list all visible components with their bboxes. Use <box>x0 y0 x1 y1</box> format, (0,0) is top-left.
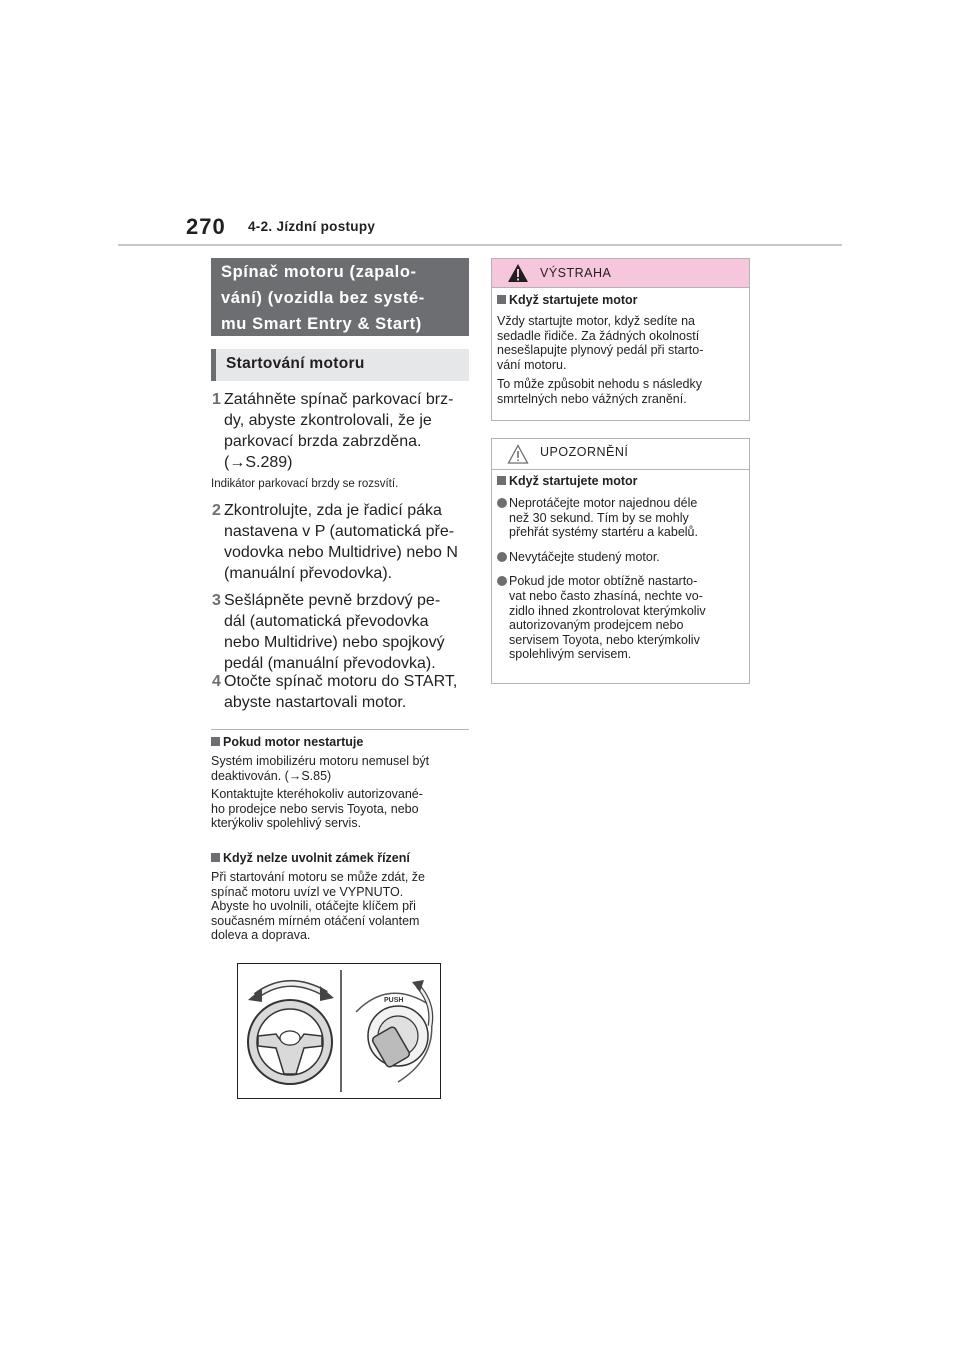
caution-bullet <box>497 496 741 540</box>
warning-body <box>497 293 741 407</box>
warning-paragraph: Vždy startujte motor, když sedíte na sedadle řidiče. Za žádných okolností nesešlapujte plynový pedál při starto- vání motoru. <box>497 314 704 372</box>
step-text: Sešlápněte pevně brzdový pe- dál (automatická převodovka nebo Multidrive) nebo spojkový pedál (manuální převodovka). <box>224 592 445 672</box>
step-2 <box>212 500 470 584</box>
info-heading <box>211 735 471 750</box>
caution-body <box>497 474 741 662</box>
info-paragraph: Při startování motoru se může zdát, že spínač motoru uvízl ve VYPNUTO. Abyste ho uvolnili, otáčejte klíčem při současném mírném otáčení volantem doleva a doprava. <box>211 870 425 943</box>
caution-triangle-icon <box>507 444 529 464</box>
step-note: Indikátor parkovací brzdy se rozsvítí. <box>211 478 399 490</box>
push-label: PUSH <box>384 997 404 1004</box>
caution-heading <box>497 474 741 489</box>
warning-box <box>491 258 750 421</box>
step-number: 4 <box>212 673 221 690</box>
caution-label: UPOZORNĚNÍ <box>540 445 629 459</box>
section-title-line: vání) (vozidla bez systé- <box>221 289 425 307</box>
bullet-dot-icon <box>497 576 507 586</box>
step-3 <box>212 590 470 674</box>
info-heading-text: Pokud motor nestartuje <box>223 735 364 749</box>
caution-bullet <box>497 550 741 565</box>
warning-label: VÝSTRAHA <box>540 266 612 280</box>
square-bullet-icon <box>497 476 506 485</box>
warning-heading <box>497 293 741 308</box>
caution-box <box>491 438 750 684</box>
caution-bullet-text: Neprotáčejte motor najednou déle než 30 sekund. Tím by se mohly přehřát systémy startéru a kabelů. <box>509 496 698 540</box>
info-block-steering-lock <box>211 851 471 943</box>
square-bullet-icon <box>211 853 220 862</box>
info-heading <box>211 851 471 866</box>
info-paragraph: Systém imobilizéru motoru nemusel být deaktivován. (→S.85) <box>211 754 430 783</box>
step-text: Zatáhněte spínač parkovací brz- dy, abyste zkontrolovali, že je parkovací brzda zabrzděna. (→S.289) <box>224 391 454 471</box>
info-block-not-starting <box>211 735 471 831</box>
step-1 <box>212 389 470 473</box>
info-heading-text: Když nelze uvolnit zámek řízení <box>223 851 410 865</box>
chapter-title: 4-2. Jízdní postupy <box>248 219 376 234</box>
section-title-line: mu Smart Entry & Start) <box>221 315 422 333</box>
step-number: 1 <box>212 391 221 408</box>
step-text: Zkontrolujte, zda je řadicí páka nastavena v P (automatická pře- vodovka nebo Multidrive) nebo N (manuální převodovka). <box>224 502 458 582</box>
warning-paragraph: To může způsobit nehodu s následky smrtelných nebo vážných zranění. <box>497 377 702 406</box>
page-number: 270 <box>186 214 226 239</box>
step-number: 2 <box>212 502 221 519</box>
steering-lock-illustration <box>237 963 441 1099</box>
caution-bullet-text: Pokud jde motor obtížně nastarto- vat nebo často zhasíná, nechte vo- zidlo ihned zkontrolovat kterýmkoliv autorizovaným prodejcem nebo servisem Toyota, nebo kterýmkoliv spolehlivým servisem. <box>509 574 706 662</box>
bullet-dot-icon <box>497 498 507 508</box>
bullet-dot-icon <box>497 552 507 562</box>
square-bullet-icon <box>497 295 506 304</box>
subsection-title: Startování motoru <box>211 349 469 381</box>
caution-header <box>492 439 749 470</box>
caution-bullet <box>497 574 741 662</box>
square-bullet-icon <box>211 737 220 746</box>
header-rule <box>118 244 842 246</box>
section-divider <box>211 729 469 730</box>
warning-heading-text: Když startujete motor <box>509 293 638 307</box>
steering-wheel-and-key-icon <box>238 964 440 1098</box>
warning-triangle-icon <box>507 263 529 283</box>
warning-header <box>492 259 749 288</box>
step-text: Otočte spínač motoru do START, abyste nastartovali motor. <box>224 673 458 711</box>
info-paragraph: Kontaktujte kteréhokoliv autorizované- ho prodejce nebo servis Toyota, nebo kterýkoliv spolehlivý servis. <box>211 787 423 831</box>
section-title <box>211 258 469 336</box>
caution-heading-text: Když startujete motor <box>509 474 638 488</box>
step-4 <box>212 671 470 713</box>
caution-bullet-text: Nevytáčejte studený motor. <box>509 549 660 564</box>
step-number: 3 <box>212 592 221 609</box>
section-title-line: Spínač motoru (zapalo- <box>221 263 417 281</box>
